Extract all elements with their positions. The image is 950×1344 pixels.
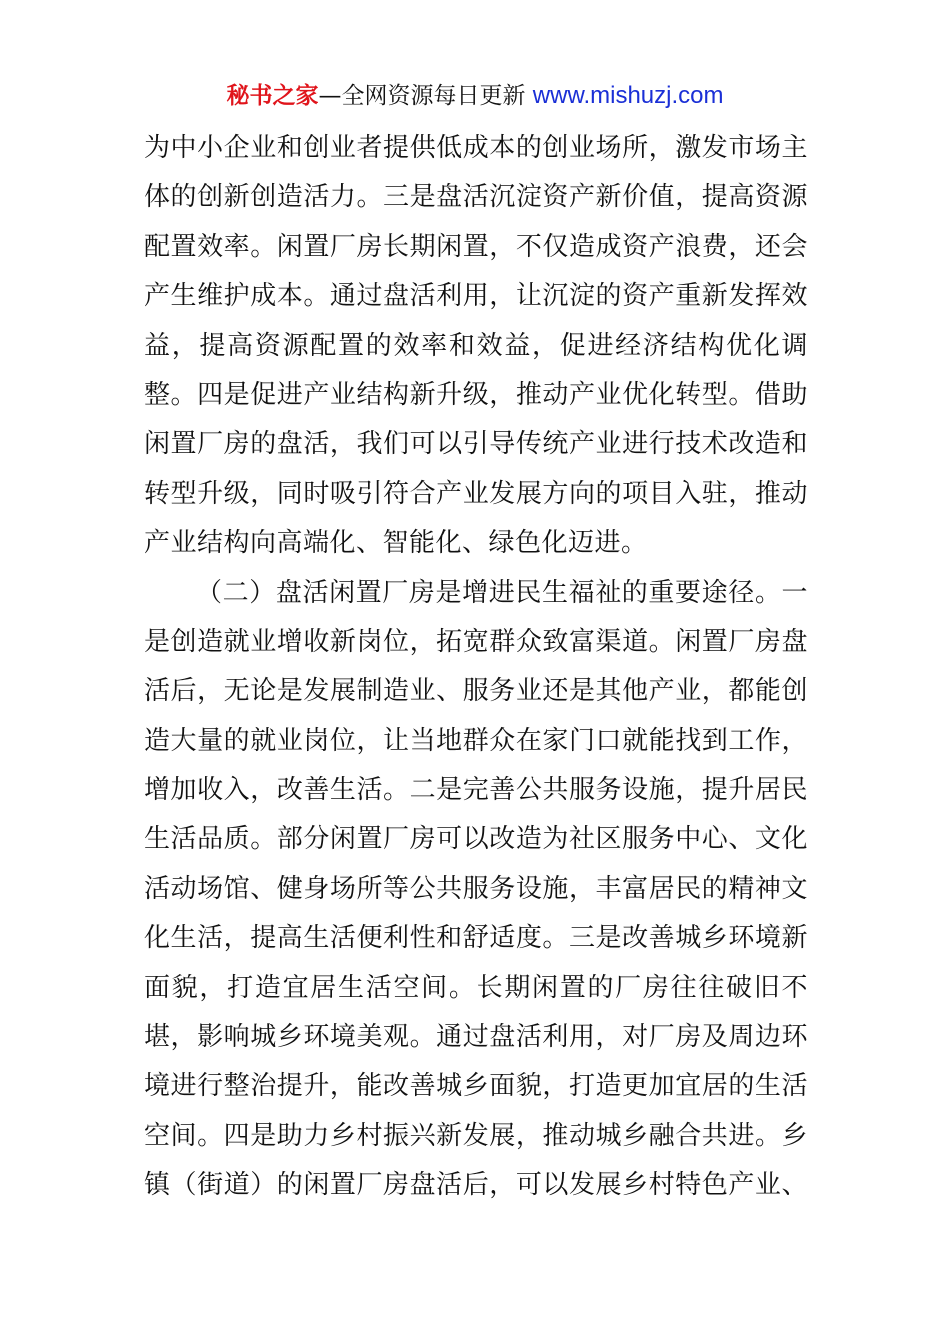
text-line: 为中小企业和创业者提供低成本的创业场所，激发市场主: [144, 133, 808, 163]
text-line: 配置效率。闲置厂房长期闲置，不仅造成资产浪费，还会: [144, 231, 808, 262]
text-line: 转型升级，同时吸引符合产业发展方向的项目入驻，推动: [144, 478, 808, 509]
header-brand: 秘书之家: [226, 83, 319, 109]
text-line-paragraph-end: 产业结构向高端化、智能化、绿色化迈进。: [144, 528, 648, 559]
text-line: 产生维护成本。通过盘活利用，让沉淀的资产重新发挥效: [144, 281, 808, 312]
header-tagline: —全网资源每日更新: [318, 83, 526, 109]
text-line: 堪，影响城乡环境美观。通过盘活利用，对厂房及周边环: [144, 1022, 808, 1053]
text-line: 活后，无论是发展制造业、服务业还是其他产业，都能创: [144, 676, 808, 707]
body-text: [144, 124, 808, 1211]
text-line: 益，提高资源配置的效率和效益，促进经济结构优化调: [144, 330, 808, 361]
text-line: 生活品质。部分闲置厂房可以改造为社区服务中心、文化: [144, 824, 808, 855]
text-line: 闲置厂房的盘活，我们可以引导传统产业进行技术改造和: [144, 429, 808, 460]
page-header: [0, 80, 950, 112]
text-line: 是创造就业增收新岗位，拓宽群众致富渠道。闲置厂房盘: [144, 626, 808, 657]
text-line: 造大量的就业岗位，让当地群众在家门口就能找到工作，: [144, 725, 808, 756]
text-line: 增加收入，改善生活。二是完善公共服务设施，提升居民: [144, 775, 808, 806]
text-line: 整。四是促进产业结构新升级，推动产业优化转型。借助: [144, 379, 808, 410]
text-line: 空间。四是助力乡村振兴新发展，推动城乡融合共进。乡: [144, 1120, 808, 1151]
text-line: 体的创新创造活力。三是盘活沉淀资产新价值，提高资源: [144, 182, 808, 213]
text-line: 活动场馆、健身场所等公共服务设施，丰富居民的精神文: [144, 873, 808, 904]
text-line: 化生活，提高生活便利性和舒适度。三是改善城乡环境新: [144, 923, 808, 954]
text-line: 面貌，打造宜居生活空间。长期闲置的厂房往往破旧不: [144, 972, 808, 1003]
header-url-link[interactable]: www.mishuzj.com: [532, 82, 724, 109]
text-line-paragraph-start: （二）盘活闲置厂房是增进民生福祉的重要途径。一: [196, 577, 808, 608]
text-line: 境进行整治提升，能改善城乡面貌，打造更加宜居的生活: [144, 1071, 808, 1102]
text-line: 镇（街道）的闲置厂房盘活后，可以发展乡村特色产业、: [144, 1170, 808, 1201]
